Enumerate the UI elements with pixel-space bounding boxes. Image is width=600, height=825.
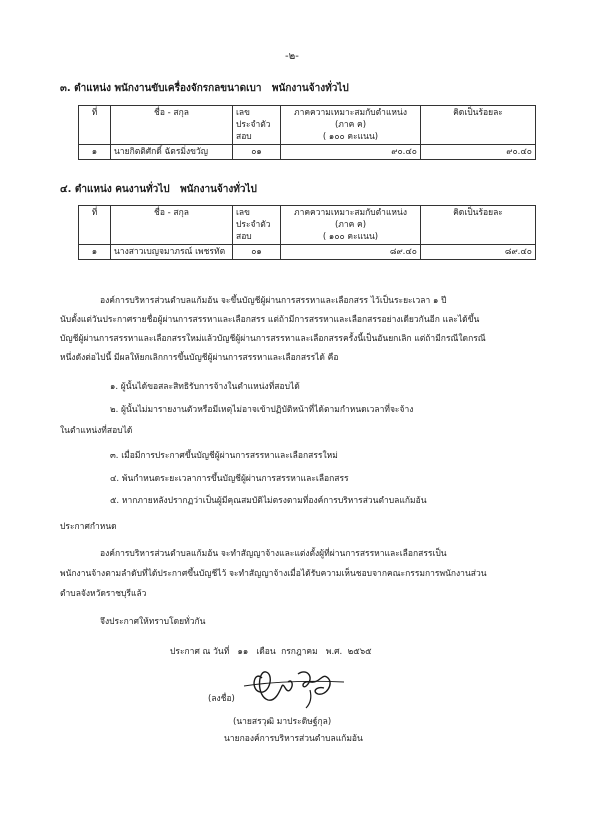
- date-day: ๑๑: [237, 647, 249, 657]
- paragraph2-line: องค์การบริหารส่วนตำบลแก้มอ้น จะทำสัญญาจ้างและแต่งตั้งผู้ที่ผ่านการสรรหาและเลือกสรรเป็น: [100, 549, 447, 559]
- header-percent: คิดเป็นร้อยละ: [421, 106, 536, 145]
- date-month: กรกฎาคม: [281, 647, 318, 657]
- cell-percent: ๘๙.๔๐: [421, 245, 536, 260]
- signature-label: (ลงชื่อ): [208, 694, 235, 704]
- paragraph1-line: หนึ่งดังต่อไปนี้ มีผลให้ยกเลิกการขึ้นบัญชีผู้ผ่านการสรรหาและเลือกสรรได้ คือ: [60, 353, 339, 363]
- header-name: ชื่อ - สกุล: [111, 106, 233, 145]
- condition-item: ในตำแหน่งที่สอบได้: [60, 426, 133, 436]
- cell-no: ๑: [79, 245, 111, 260]
- date-prefix: ประกาศ ณ วันที่: [170, 647, 230, 657]
- condition-item: ๓. เมื่อมีการประกาศขึ้นบัญชีผู้ผ่านการสรรหาและเลือกสรรใหม่: [110, 451, 338, 461]
- signer-name: (นายสรวุฒิ มาประดิษฐ์กุล): [233, 717, 332, 727]
- section3-type: พนักงานจ้างทั่วไป: [271, 83, 349, 94]
- header-exam-no-line: ประจำตัว: [236, 220, 271, 230]
- header-exam-no-line: สอบ: [236, 232, 252, 242]
- header-exam-no: [233, 206, 281, 245]
- header-exam-no-line: เลข: [236, 108, 250, 118]
- cell-exam-no: ๐๑: [233, 245, 281, 260]
- cell-score: ๙๐.๔๐: [281, 145, 421, 160]
- header-no: ที่: [79, 106, 111, 145]
- table-row: [79, 145, 536, 160]
- header-name: ชื่อ - สกุล: [111, 206, 233, 245]
- paragraph2-line: ตำบลจังหวัดราชบุรีแล้ว: [60, 589, 147, 599]
- paragraph1-line: บัญชีผู้ผ่านการสรรหาและเลือกสรรใหม่แล้วบัญชีผู้ผ่านการสรรหาและเลือกสรรครั้งนี้เป็นอันยกเลิก แต่ถ้ามีกรณีใดกรณี: [60, 334, 486, 344]
- cell-name: นายกิตติศักดิ์ ฉัตรมิ่งขวัญ: [111, 145, 233, 160]
- header-exam-no-line: สอบ: [236, 132, 252, 142]
- header-score-line: (ภาค ค): [334, 220, 367, 230]
- paragraph1-line: องค์การบริหารส่วนตำบลแก้มอ้น จะขึ้นบัญชีผู้ผ่านการสรรหาและเลือกสรร ไว้เป็นระยะเวลา ๑ ปี: [100, 296, 447, 306]
- header-exam-no-line: ประจำตัว: [236, 120, 271, 130]
- paragraph1-line: นับตั้งแต่วันประกาศรายชื่อผู้ผ่านการสรรหาและเลือกสรร แต่ถ้ามีการสรรหาและเลือกสรรอย่างเดียวกันอีก และได้ขึ้น: [60, 315, 480, 325]
- cell-no: ๑: [79, 145, 111, 160]
- header-no: ที่: [79, 206, 111, 245]
- header-exam-no: [233, 106, 281, 145]
- section3-table: [78, 105, 536, 160]
- header-score-line: ภาคความเหมาะสมกับตำแหน่ง: [293, 208, 407, 218]
- cell-percent: ๙๐.๔๐: [421, 145, 536, 160]
- section4-table: [78, 205, 536, 260]
- table-row: [79, 245, 536, 260]
- date-year-label: พ.ศ.: [325, 647, 343, 657]
- table-header-row: [79, 106, 536, 145]
- condition-item: ประกาศกำหนด: [60, 522, 117, 532]
- header-score-line: (ภาค ค): [334, 120, 367, 130]
- announcement-date: [170, 644, 372, 658]
- header-exam-no-line: เลข: [236, 208, 250, 218]
- header-score: [281, 106, 421, 145]
- notice-text: จึงประกาศให้ทราบโดยทั่วกัน: [100, 617, 206, 627]
- condition-item: ๔. พ้นกำหนดระยะเวลาการขึ้นบัญชีผู้ผ่านการสรรหาและเลือกสรร: [110, 474, 349, 484]
- section3-title: ๓. ตำแหน่ง พนักงานขับเครื่องจักรกลขนาดเบา: [60, 83, 262, 94]
- cell-exam-no: ๐๑: [233, 145, 281, 160]
- header-score: [281, 206, 421, 245]
- section4-type: พนักงานจ้างทั่วไป: [180, 184, 257, 195]
- header-score-line: ( ๑๐๐ คะแนน): [322, 132, 379, 142]
- condition-item: ๒. ผู้นั้นไม่มารายงานตัวหรือมีเหตุไม่อาจเข้าปฏิบัติหน้าที่ได้ตามกำหนดเวลาที่จะจ้าง: [110, 405, 414, 415]
- section4-title: ๔. ตำแหน่ง คนงานทั่วไป: [60, 184, 170, 195]
- page-number: -๒-: [285, 51, 299, 62]
- header-score-line: ภาคความเหมาะสมกับตำแหน่ง: [293, 108, 407, 118]
- date-year: ๒๕๖๕: [347, 647, 372, 657]
- table-header-row: [79, 206, 536, 245]
- section4-heading: [60, 182, 257, 197]
- paragraph2-line: พนักงานจ้างตามลำดับที่ได้ประกาศขึ้นบัญชีไว้ จะทำสัญญาจ้างเมื่อได้รับความเห็นชอบจากคณะกรรมการพนักงานส่วน: [60, 569, 487, 579]
- signer-title: นายกองค์การบริหารส่วนตำบลแก้มอ้น: [224, 734, 363, 744]
- cell-score: ๘๙.๔๐: [281, 245, 421, 260]
- condition-item: ๕. หากภายหลังปรากฏว่าเป็นผู้มีคุณสมบัติไม่ตรงตามที่องค์การบริหารส่วนตำบลแก้มอ้น: [110, 496, 427, 506]
- cell-name: นางสาวเบญจมาภรณ์ เพชรทัต: [111, 245, 233, 260]
- header-score-line: ( ๑๐๐ คะแนน): [322, 232, 379, 242]
- section3-heading: [60, 81, 349, 96]
- date-month-label: เดือน: [256, 647, 276, 657]
- condition-item: ๑. ผู้นั้นได้ขอสละสิทธิรับการจ้างในตำแหน่งที่สอบได้: [110, 382, 300, 392]
- handwritten-signature-image: [240, 660, 350, 710]
- header-percent: คิดเป็นร้อยละ: [421, 206, 536, 245]
